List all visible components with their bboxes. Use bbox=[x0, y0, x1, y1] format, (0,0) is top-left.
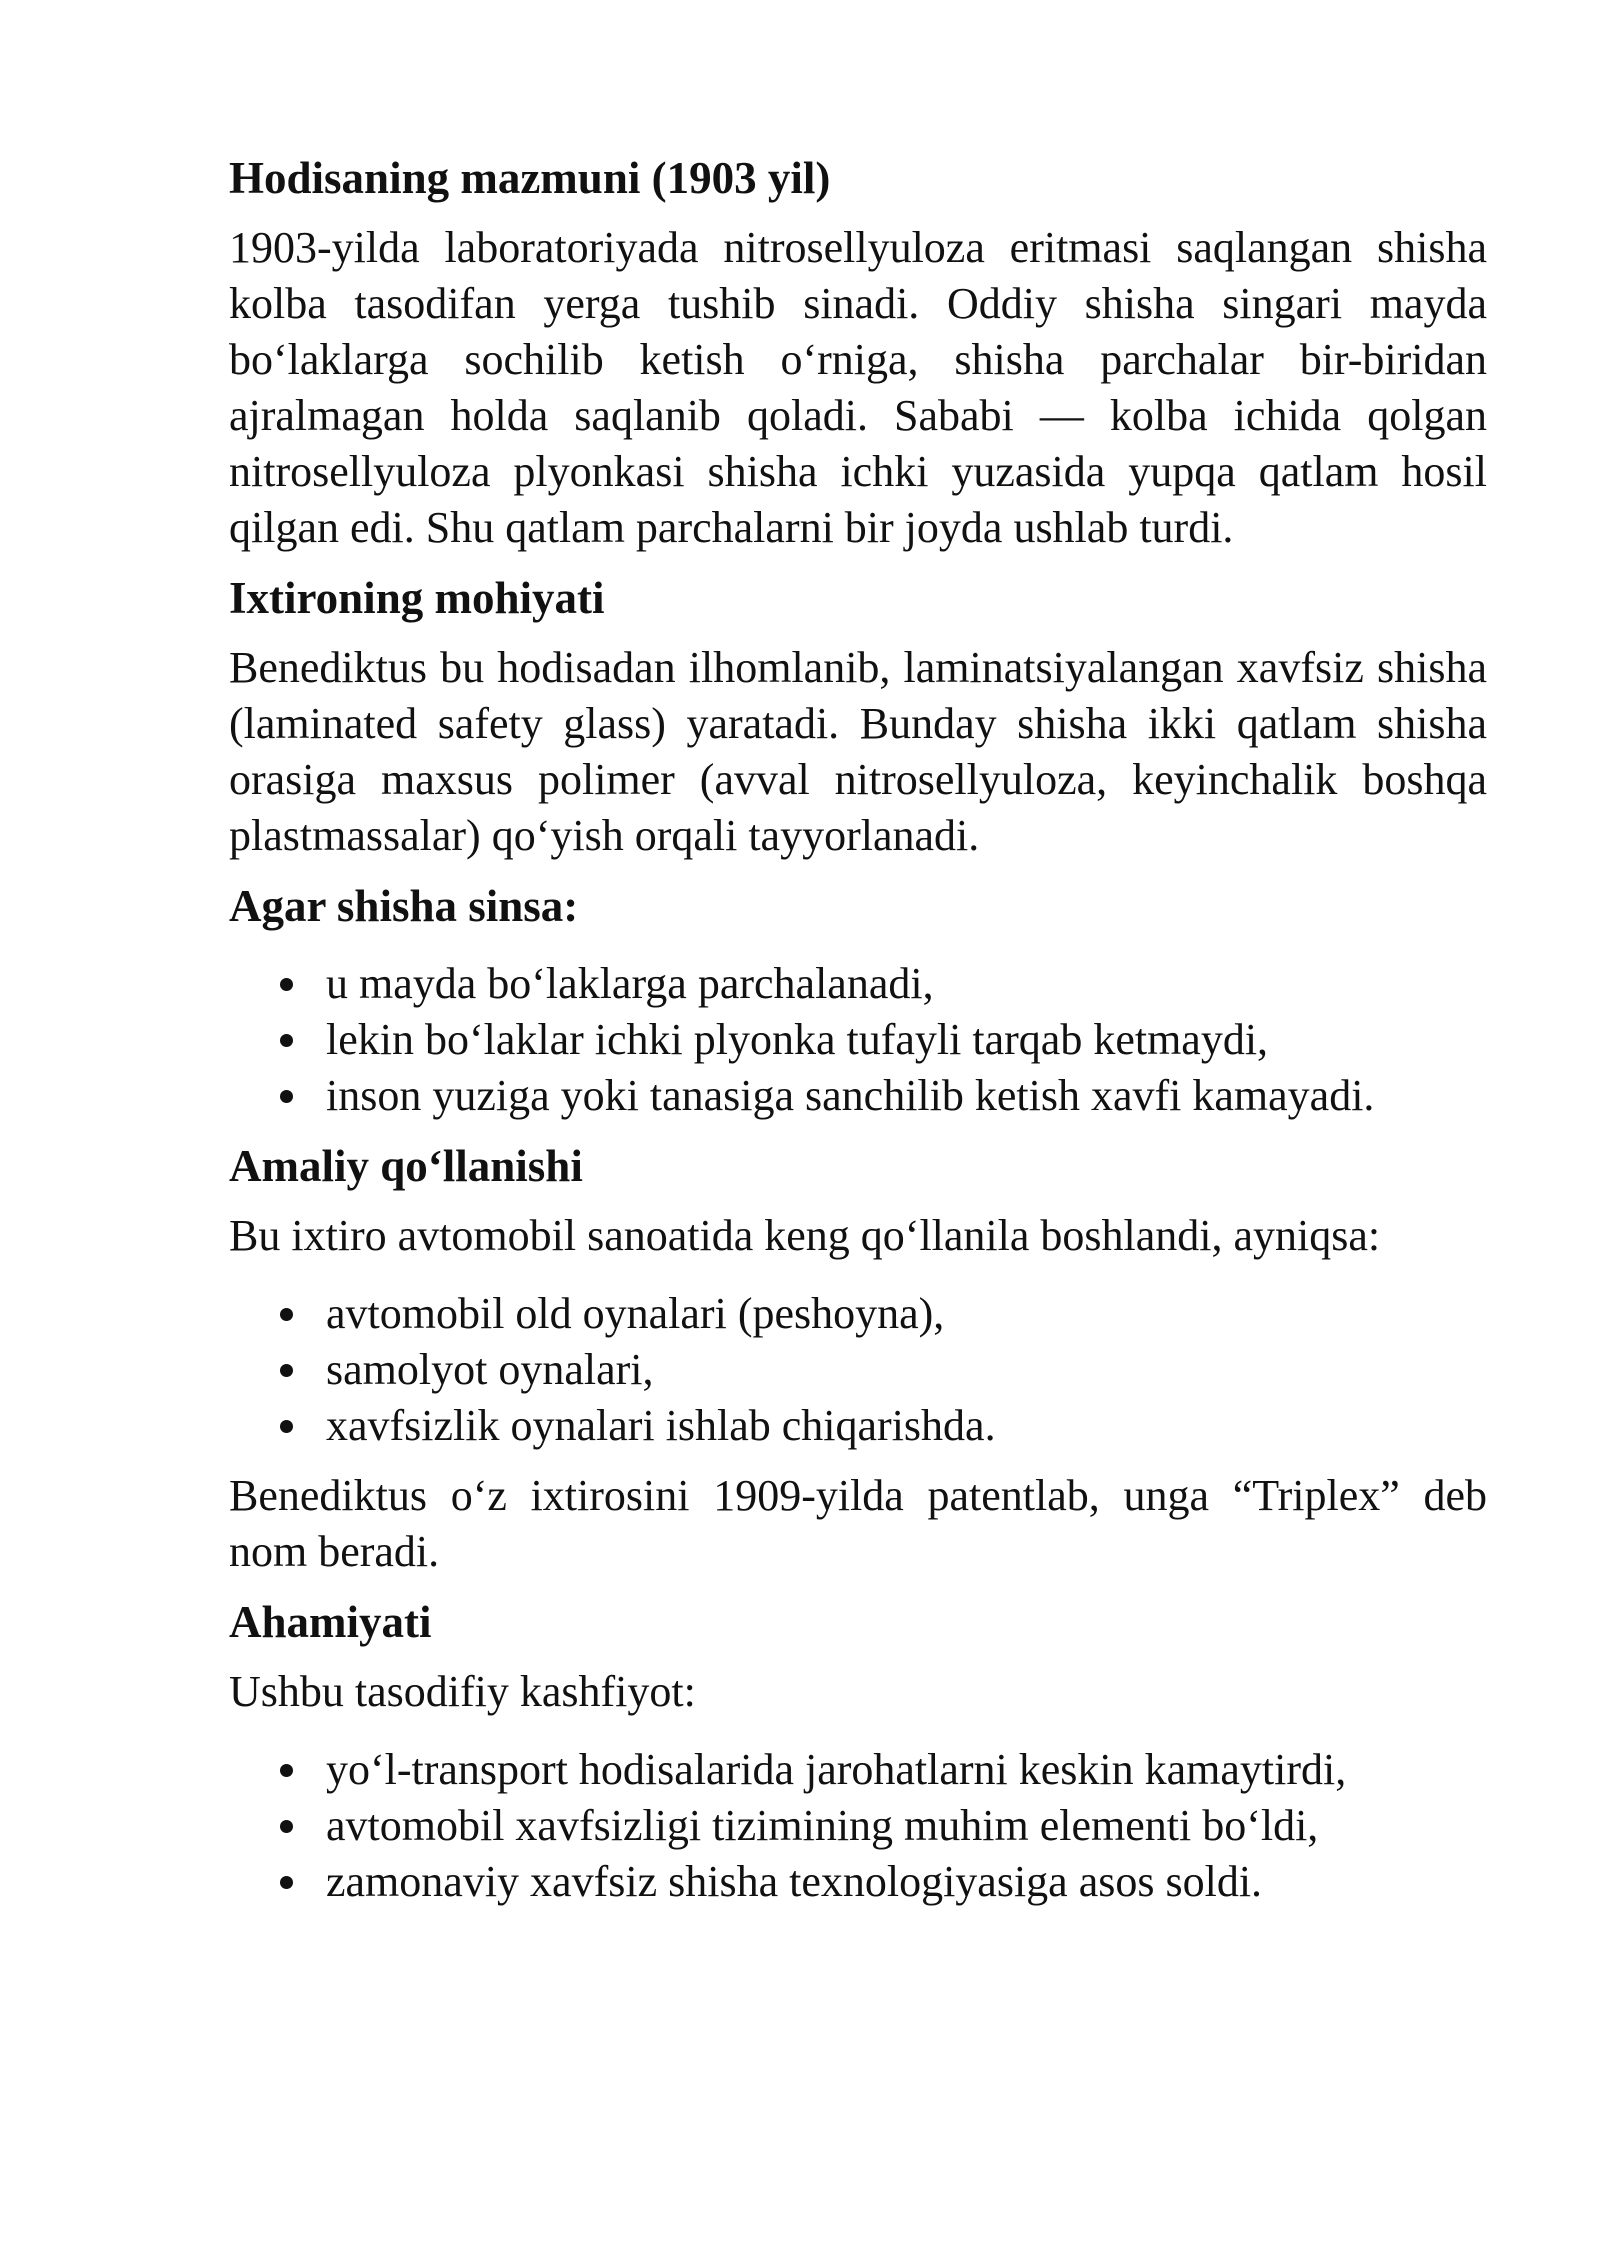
bullet-list-practical-use bbox=[229, 1278, 1487, 1454]
list-item bbox=[229, 1286, 1487, 1342]
bullet-icon bbox=[280, 978, 293, 991]
list-item-text: inson yuziga yoki tanasiga sanchilib ketish xavfi kamayadi. bbox=[326, 1071, 1375, 1120]
paragraph-invention-essence: Benediktus bu hodisadan ilhomlanib, laminatsiyalangan xavfsiz shisha (laminated safety glass) yaratadi. Bunday shisha ikki qatlam shisha orasiga maxsus polimer (avval nitrosellyuloza, keyinchalik boshqa plastmassalar) qo‘yish orqali tayyorlanadi. bbox=[229, 643, 1487, 860]
list-item bbox=[229, 1798, 1487, 1854]
paragraph-patent: Benediktus o‘z ixtirosini 1909-yilda patentlab, unga “Triplex” deb nom beradi. bbox=[229, 1471, 1487, 1576]
list-item-text: u mayda bo‘laklarga parchalanadi, bbox=[326, 959, 934, 1008]
list-item bbox=[229, 1398, 1487, 1454]
section-heading-event: Hodisaning mazmuni (1903 yil) bbox=[229, 153, 831, 203]
section-heading-significance: Ahamiyati bbox=[229, 1597, 432, 1647]
list-item-text: avtomobil xavfsizligi tizimining muhim elementi bo‘ldi, bbox=[326, 1801, 1319, 1850]
bullet-icon bbox=[280, 1308, 293, 1321]
list-item bbox=[229, 1742, 1487, 1798]
list-item bbox=[229, 1342, 1487, 1398]
list-item bbox=[229, 1068, 1487, 1124]
bullet-icon bbox=[280, 1090, 293, 1103]
bullet-icon bbox=[280, 1420, 293, 1433]
section-heading-if-glass-breaks: Agar shisha sinsa: bbox=[229, 881, 579, 931]
bullet-list-significance bbox=[229, 1734, 1487, 1910]
list-item bbox=[229, 1854, 1487, 1910]
list-item-text: xavfsizlik oynalari ishlab chiqarishda. bbox=[326, 1401, 996, 1450]
bullet-icon bbox=[280, 1364, 293, 1377]
bullet-icon bbox=[280, 1034, 293, 1047]
list-item-text: yo‘l-transport hodisalarida jarohatlarni keskin kamaytirdi, bbox=[326, 1745, 1347, 1794]
bullet-list-if-glass-breaks bbox=[229, 948, 1487, 1124]
section-heading-invention-essence: Ixtironing mohiyati bbox=[229, 573, 605, 623]
list-item bbox=[229, 956, 1487, 1012]
paragraph-practical-use: Bu ixtiro avtomobil sanoatida keng qo‘llanila boshlandi, ayniqsa: bbox=[229, 1211, 1381, 1260]
list-item-text: zamonaviy xavfsiz shisha texnologiyasiga asos soldi. bbox=[326, 1857, 1263, 1906]
bullet-icon bbox=[280, 1876, 293, 1889]
list-item bbox=[229, 1012, 1487, 1068]
document-page bbox=[229, 150, 1487, 1924]
bullet-icon bbox=[280, 1764, 293, 1777]
paragraph-event-description: 1903-yilda laboratoriyada nitrosellyuloza eritmasi saqlangan shisha kolba tasodifan yerga tushib sinadi. Oddiy shisha singari mayda bo‘laklarga sochilib ketish o‘rniga, shisha parchalar bir-biridan ajralmagan holda saqlanib qoladi. Sababi — kolba ichida qolgan nitrosellyuloza plyonkasi shisha ichki yuzasida yupqa qatlam hosil qilgan edi. Shu qatlam parchalarni bir joyda ushlab turdi. bbox=[229, 223, 1487, 552]
section-heading-practical-use: Amaliy qo‘llanishi bbox=[229, 1141, 583, 1191]
list-item-text: avtomobil old oynalari (peshoyna), bbox=[326, 1289, 945, 1338]
paragraph-significance-intro: Ushbu tasodifiy kashfiyot: bbox=[229, 1667, 696, 1716]
list-item-text: lekin bo‘laklar ichki plyonka tufayli tarqab ketmaydi, bbox=[326, 1015, 1269, 1064]
list-item-text: samolyot oynalari, bbox=[326, 1345, 654, 1394]
bullet-icon bbox=[280, 1820, 293, 1833]
